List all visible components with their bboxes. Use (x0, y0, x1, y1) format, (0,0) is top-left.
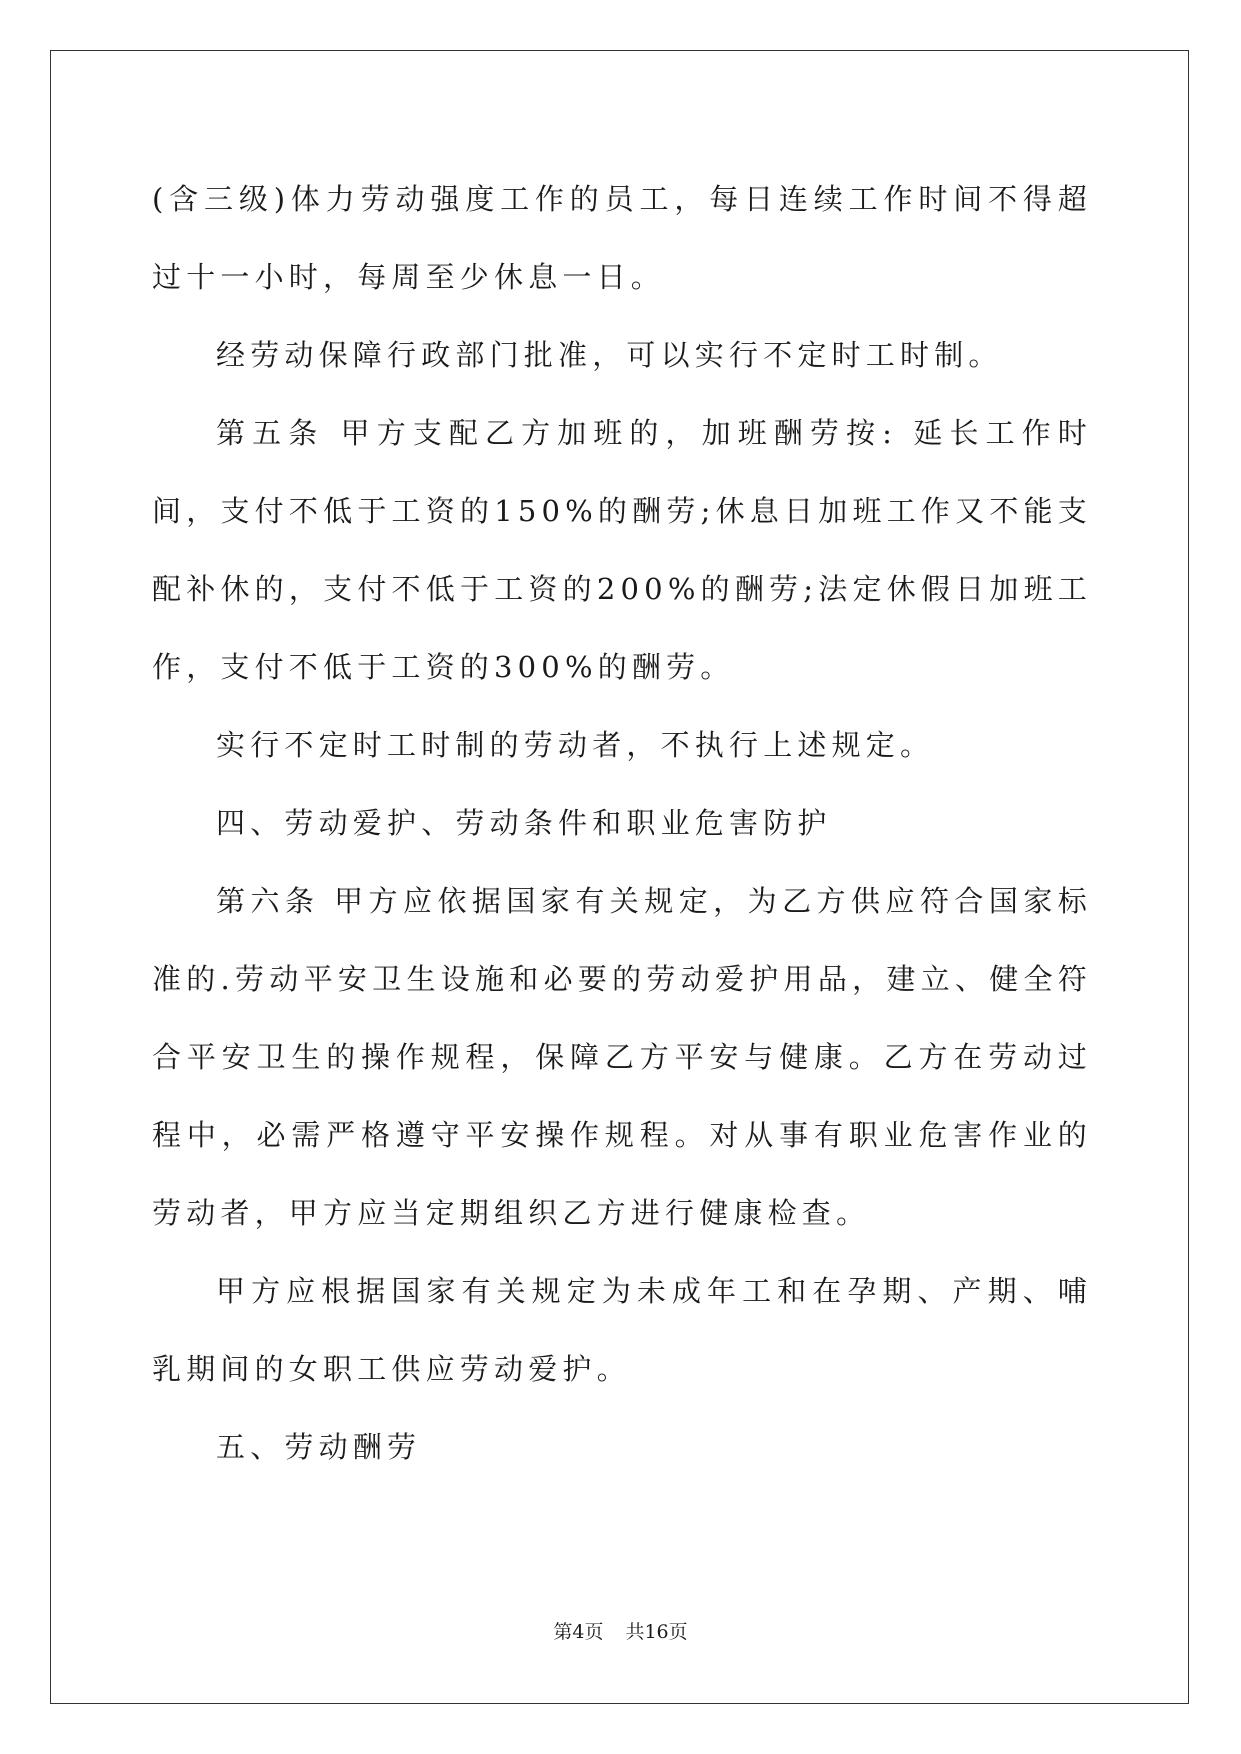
paragraph: 经劳动保障行政部门批准，可以实行不定时工时制。 (216, 338, 1003, 372)
document-body (152, 160, 1092, 1486)
section-heading: 四、劳动爱护、劳动条件和职业危害防护 (216, 806, 832, 840)
paragraph: 实行不定时工时制的劳动者，不执行上述规定。 (216, 728, 935, 762)
page-number: 第4页 (553, 1621, 604, 1643)
paragraph: 第五条 甲方支配乙方加班的，加班酬劳按: 延长工作时间，支付不低于工资的150%的酬劳;休息日加班工作又不能支配补休的，支付不低于工资的200%的酬劳;法定休假日加班工作，支付不低于工资的300%的酬劳。 (152, 416, 1092, 684)
paragraph: 第六条 甲方应依据国家有关规定，为乙方供应符合国家标准的.劳动平安卫生设施和必要的劳动爱护用品，建立、健全符合平安卫生的操作规程，保障乙方平安与健康。乙方在劳动过程中，必需严格遵守平安操作规程。对从事有职业危害作业的劳动者，甲方应当定期组织乙方进行健康检查。 (152, 884, 1092, 1230)
paragraph: 甲方应根据国家有关规定为未成年工和在孕期、产期、哺乳期间的女职工供应劳动爱护。 (152, 1274, 1092, 1386)
paragraph: (含三级)体力劳动强度工作的员工，每日连续工作时间不得超过十一小时，每周至少休息一日。 (152, 182, 1092, 294)
page-total: 共16页 (625, 1621, 688, 1643)
page-footer (0, 1617, 1241, 1644)
section-heading: 五、劳动酬劳 (216, 1430, 422, 1464)
